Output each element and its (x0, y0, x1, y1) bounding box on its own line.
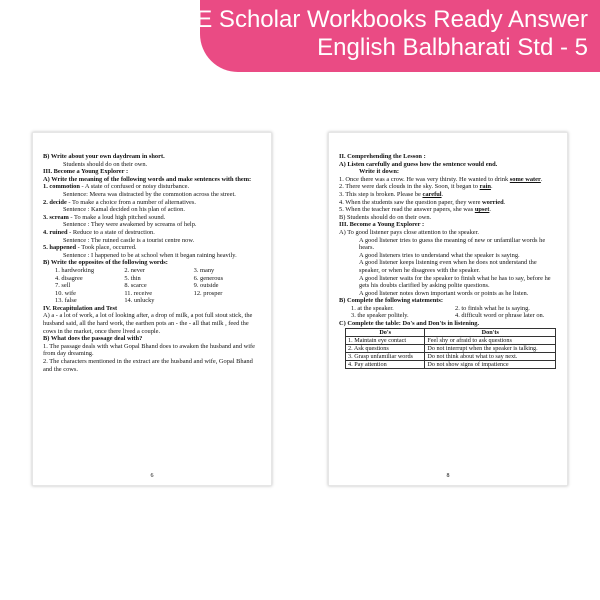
paragraph: A good listeners tries to understand what the speaker is saying. (359, 251, 520, 259)
table-cell: 2. Ask questions (346, 344, 425, 352)
opposites-grid (43, 267, 263, 305)
answer-text: Students should do on their own. (63, 160, 148, 168)
list-item: 2. The characters mentioned in the extract are the husband and wife, Gopal Bhand and the cows. (43, 358, 253, 373)
list-item: 3. many (193, 266, 215, 274)
table-cell: 1. Maintain eye contact (346, 336, 425, 344)
list-item: 14. unlucky (124, 297, 155, 305)
list-item: 1. The passage deals with what Gopal Bhand does to awaken the husband and wife from day dreaming. (43, 342, 255, 358)
list-item: 4. difficult word or phrase later on. (455, 312, 545, 320)
section-heading: III. Become a Young Explorer : (339, 221, 425, 229)
list-item: 3. the speaker politely. (351, 312, 409, 320)
table-cell: 3. Grasp unfamiliar words (346, 352, 425, 360)
page-content (43, 153, 263, 373)
answer-text: A) To good listener pays close attention to the speaker. (339, 228, 479, 236)
question-heading: B) Write about your own daydream in short. (43, 153, 165, 160)
list-item: 6. generous (193, 274, 224, 282)
section-heading: IV. Recapitulation and Test (43, 304, 118, 312)
word-item: 2. decide - To make a choice from a number of alternatives. Sentence : Kamal decided on his plan of action. (43, 198, 196, 214)
dos-donts-table (345, 328, 556, 369)
word-item: 4. ruined - Reduce to a state of destruction. Sentence : The ruined castle is a tourist centre now. (43, 228, 195, 244)
list-item: 12. prosper (193, 289, 223, 297)
list-item: 11. receive (124, 289, 153, 297)
page-number: 8 (446, 473, 450, 479)
answer-text: B) Students should do on their own. (339, 213, 432, 221)
list-item: 13. false (55, 297, 77, 305)
page-content (339, 153, 559, 369)
section-heading: II. Comprehending the Lesson : (339, 153, 426, 160)
answer-text: A) a - a lot of work, a lot of looking after, a drop of milk, a pot full stout stick, the husband said, all the hard work, the earthen pots an - the - all that milk , feed the cows in the market, once there lived a couple. (43, 312, 253, 335)
list-item: 1. hardworking (55, 266, 95, 274)
list-item: 10. wife (55, 289, 76, 297)
list-item: 2. There were dark clouds in the sky. Soon, it began to rain. (339, 183, 493, 191)
list-item: 2. never (124, 266, 145, 274)
list-item: 4. disagree (55, 274, 83, 282)
word-item: 1. commotion - A state of confused or noisy disturbance. Sentence: Meera was distracted by the commotion across the street. (43, 183, 236, 198)
table-row (346, 344, 556, 352)
list-item: 7. sell (55, 282, 71, 290)
question-heading: B) Complete the following statements: (339, 297, 444, 305)
table-cell: Do not think about what to say next. (425, 352, 556, 360)
workbook-page-left (32, 132, 272, 486)
table-row (346, 352, 556, 360)
banner-title: CCE Scholar Workbooks Ready Answer (161, 6, 588, 33)
list-item: 5. thin (124, 274, 141, 282)
question-subheading: Write it down: (359, 168, 399, 176)
list-item: 4. When the students saw the question paper, they were worried. (339, 198, 506, 206)
column-header: Do's (346, 328, 425, 336)
list-item: 3. This step is broken. Please be careful. (339, 190, 444, 198)
list-item: 2. to finish what he is saying. (455, 304, 530, 312)
list-item: 1. Once there was a crow. He was very thirsty. He wanted to drink some water. (339, 175, 543, 183)
question-heading: A) Write the meaning of the following words and make sentences with them: (43, 175, 252, 183)
workbook-page-right (328, 132, 568, 486)
table-cell: Do not show signs of impatience (425, 360, 556, 368)
column-header: Don'ts (425, 328, 556, 336)
page-number: 6 (150, 473, 154, 479)
table-row (346, 336, 556, 344)
word-item: 5. happened - Took place, occurred. Sentence : I happened to be at school when it began raining heavily. (43, 244, 237, 259)
list-item: 9. outside (193, 282, 219, 290)
paragraph: A good listener notes down important words or points as he listen. (359, 289, 529, 297)
list-item: 1. at the speaker. (351, 304, 394, 312)
title-banner (161, 0, 600, 72)
table-cell: Feel shy or afraid to ask questions (425, 336, 556, 344)
question-heading: B) Write the opposites of the following words: (43, 259, 168, 267)
section-heading: III. Become a Young Explorer : (43, 168, 129, 176)
table-cell: Do not interrupt when the speaker is talking. (425, 344, 556, 352)
table-cell: 4. Pay attention (346, 360, 425, 368)
banner-subtitle: English Balbharati Std - 5 (317, 34, 588, 61)
list-item: 8. scarce (124, 282, 147, 290)
list-item: 5. When the teacher read the answer papers, she was upset. (339, 206, 491, 214)
question-heading: C) Complete the table: Do's and Don'ts in listening. (339, 320, 480, 328)
table-header-row (346, 328, 556, 336)
question-heading: A) Listen carefully and guess how the sentence would end. (339, 160, 498, 168)
question-heading: B) What does the passage deal with? (43, 335, 143, 343)
word-item: 3. scream - To make a loud high pitched sound. Sentence : They were awakened by screams of help. (43, 213, 197, 229)
paragraph: A good listener tries to guess the meaning of new or unfamiliar words he hears. (359, 236, 546, 252)
paragraph: A good listener keeps listening even when he does not understand the speaker, or when he disagrees with the speaker. (359, 259, 537, 274)
statements-grid (339, 305, 559, 320)
table-row (346, 360, 556, 368)
paragraph: A good listener waits for the speaker to finish what he has to say, before he gets his doubts clarified by asking polite questions. (359, 274, 551, 290)
